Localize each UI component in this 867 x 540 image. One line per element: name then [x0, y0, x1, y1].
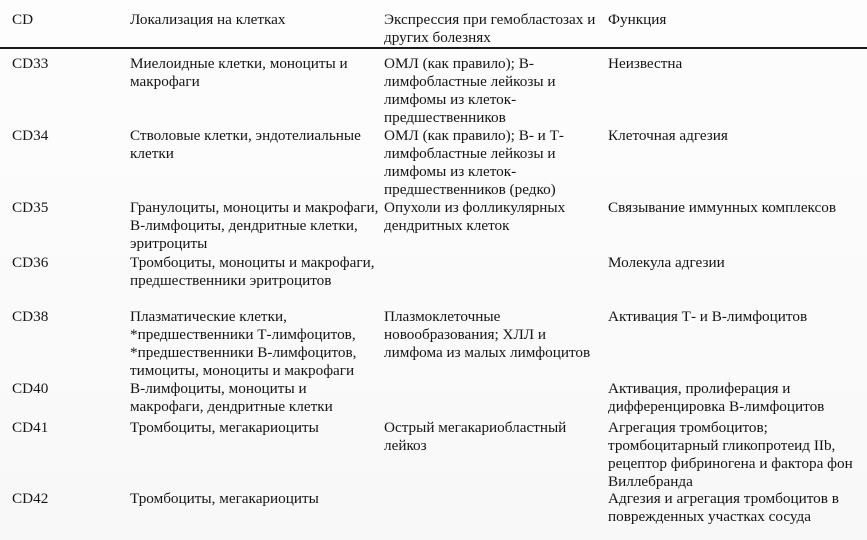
- cd-code: CD35: [12, 199, 49, 216]
- function-cell: Адгезия и агрегация тромбоцитов в поврежденных участках сосуда: [608, 490, 839, 525]
- function-cell: Связывание иммунных комплексов: [608, 199, 837, 216]
- localization-cell: Тромбоциты, моноциты и макрофаги, предшественники эритроцитов: [130, 254, 375, 289]
- cd-code: CD36: [12, 254, 49, 271]
- header-function: Функция: [608, 11, 667, 28]
- localization-cell: Миелоидные клетки, моноциты и макрофаги: [130, 55, 348, 90]
- localization-cell: Гранулоциты, моноциты и макрофаги, В-лимфоциты, дендритные клетки, эритроциты: [130, 199, 379, 252]
- cd-code: CD34: [12, 127, 49, 144]
- expression-cell: ОМЛ (как правило); В- и Т-лимфобластные лейкозы и лимфомы из клеток-предшественников (редко): [384, 127, 564, 198]
- localization-cell: Тромбоциты, мегакариоциты: [130, 419, 319, 436]
- expression-cell: ОМЛ (как правило); В-лимфобластные лейкозы и лимфомы из клеток-предшественников: [384, 55, 556, 126]
- header-cd: CD: [12, 11, 34, 28]
- cd-code: CD33: [12, 55, 49, 72]
- expression-cell: Опухоли из фолликулярных дендритных клеток: [384, 199, 566, 234]
- localization-cell: Тромбоциты, мегакариоциты: [130, 490, 319, 507]
- localization-cell: Стволовые клетки, эндотелиальные клетки: [130, 127, 361, 162]
- localization-cell: Плазматические клетки, *предшественники Т-лимфоцитов, *предшественники В-лимфоцитов, тимоциты, моноциты и макрофаги: [130, 308, 357, 379]
- function-cell: Агрегация тромбоцитов; тромбоцитарный гликопротеид IIb, рецептор фибриногена и фактора фон Виллебранда: [608, 419, 853, 490]
- header-expression: Экспрессия при гемобластозах и других болезнях: [384, 11, 596, 46]
- function-cell: Неизвестна: [608, 55, 683, 72]
- header-divider: [0, 47, 867, 49]
- cd-code: CD42: [12, 490, 49, 507]
- cd-code: CD38: [12, 308, 49, 325]
- function-cell: Клеточная адгезия: [608, 127, 728, 144]
- function-cell: Активация, пролиферация и дифференцировка В-лимфоцитов: [608, 380, 825, 415]
- cd-code: CD40: [12, 380, 49, 397]
- header-localization: Локализация на клетках: [130, 11, 286, 28]
- function-cell: Молекула адгезии: [608, 254, 725, 271]
- expression-cell: Острый мегакариобластный лейкоз: [384, 419, 567, 454]
- cd-code: CD41: [12, 419, 49, 436]
- localization-cell: В-лимфоциты, моноциты и макрофаги, дендритные клетки: [130, 380, 333, 415]
- expression-cell: Плазмоклеточные новообразования; ХЛЛ и лимфома из малых лимфоцитов: [384, 308, 591, 361]
- function-cell: Активация Т- и В-лимфоцитов: [608, 308, 808, 325]
